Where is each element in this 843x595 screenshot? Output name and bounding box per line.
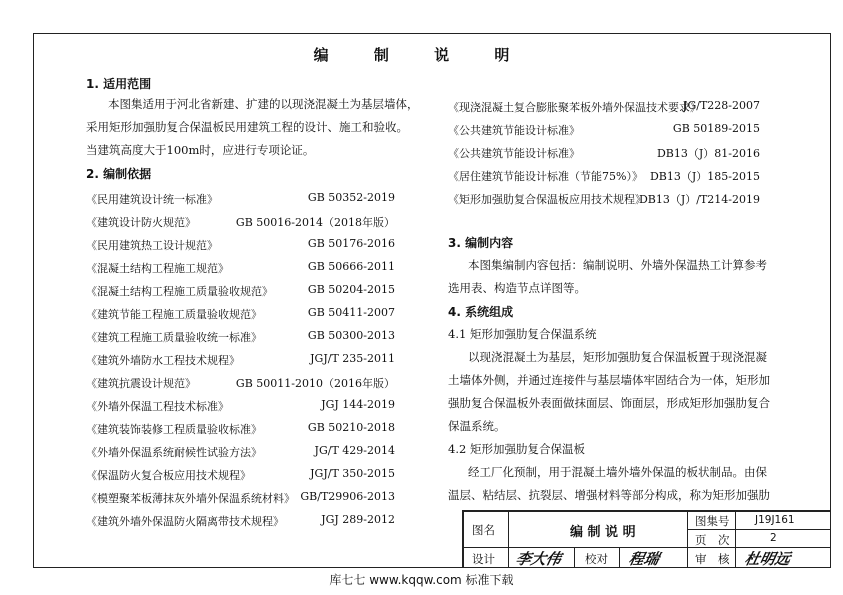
footer-watermark: 库七七 www.kqqw.com 标准下载 [329, 573, 514, 587]
label-design: 设计 [472, 552, 495, 566]
reference-name: 《建筑节能工程施工质量验收规范》 [86, 308, 262, 321]
reference-code: DB13（J）185-2015 [649, 170, 760, 183]
reference-name: 《外墙外保温系统耐候性试验方法》 [86, 446, 262, 459]
reference-code: GB/T29906-2013 [300, 490, 395, 503]
reference-name: 《建筑设计防火规范》 [86, 216, 196, 229]
reference-code: GB 50016-2014（2018年版） [235, 216, 395, 229]
s1-line-3: 当建筑高度大于100m时，应进行专项论证。 [86, 143, 315, 157]
s3-line-2: 选用表、构造节点详图等。 [448, 281, 586, 295]
s4-1-line-3: 强肋复合保温板外表面做抹面层、饰面层，形成矩形加强肋复合 [448, 396, 770, 410]
reference-code: JG/T 429-2014 [314, 444, 395, 457]
s1-line-1: 本图集适用于河北省新建、扩建的以现浇混凝土为基层墙体， [108, 97, 419, 111]
section-1-heading: 1. 适用范围 [86, 77, 152, 91]
title-block [462, 510, 831, 568]
reference-name: 《民用建筑设计统一标准》 [86, 193, 218, 206]
reference-code: JGJ 289-2012 [321, 513, 395, 526]
reference-code: GB 50352-2019 [307, 191, 395, 204]
reference-code: DB13（J）/T214-2019 [638, 193, 760, 206]
s4-1-line-1: 以现浇混凝土为基层，矩形加强肋复合保温板置于现浇混凝 [468, 350, 767, 364]
page-number: 2 [770, 532, 777, 544]
s4-2-heading: 4.2 矩形加强肋复合保温板 [448, 442, 585, 456]
reference-name: 《矩形加强肋复合保温板应用技术规程》 [448, 193, 646, 206]
section-2-heading: 2. 编制依据 [86, 167, 152, 181]
reference-code: GB 50666-2011 [307, 260, 395, 273]
s1-line-2: 采用矩形加强肋复合保温板民用建筑工程的设计、施工和验收。 [86, 120, 408, 134]
label-atlas-no: 图集号 [695, 514, 730, 528]
reference-name: 《模塑聚苯板薄抹灰外墙外保温系统材料》 [86, 492, 295, 505]
page-title: 编 制 说 明 [313, 46, 530, 64]
reference-name: 《现浇混凝土复合膨胀聚苯板外墙外保温技术要求》 [448, 101, 701, 114]
reference-code: GB 50300-2013 [307, 329, 395, 342]
reference-name: 《建筑抗震设计规范》 [86, 377, 196, 390]
s3-line-1: 本图集编制内容包括：编制说明、外墙外保温热工计算参考 [468, 258, 767, 272]
reference-name: 《建筑工程施工质量验收统一标准》 [86, 331, 262, 344]
reference-code: GB 50176-2016 [307, 237, 395, 250]
reference-name: 《民用建筑热工设计规范》 [86, 239, 218, 252]
label-review: 审 核 [695, 552, 730, 566]
reference-code: GB 50210-2018 [307, 421, 395, 434]
section-4-heading: 4. 系统组成 [448, 305, 514, 319]
s4-1-heading: 4.1 矩形加强肋复合保温系统 [448, 327, 597, 341]
signature-check: 程瑞 [626, 550, 661, 568]
reference-name: 《混凝土结构工程施工质量验收规范》 [86, 285, 273, 298]
reference-code: GB 50011-2010（2016年版） [235, 377, 395, 390]
drawing-name: 编 制 说 明 [570, 525, 636, 540]
signature-design: 李大伟 [513, 550, 563, 568]
reference-code: JGJ/T 350-2015 [310, 467, 395, 480]
atlas-no: J19J161 [755, 514, 795, 526]
reference-code: JGJ 144-2019 [321, 398, 395, 411]
reference-code: GB 50189-2015 [672, 122, 760, 135]
s4-2-line-1: 经工厂化预制，用于混凝土墙外墙外保温的板状制品。由保 [468, 465, 767, 479]
label-drawing-name: 图名 [472, 523, 495, 537]
s4-1-line-2: 土墙体外侧，并通过连接件与基层墙体牢固结合为一体，矩形加 [448, 373, 770, 387]
reference-name: 《混凝土结构工程施工规范》 [86, 262, 229, 275]
signature-review: 杜明远 [742, 550, 792, 568]
s4-2-line-2: 温层、粘结层、抗裂层、增强材料等部分构成，称为矩形加强肋 [448, 488, 770, 502]
reference-code: DB13（J）81-2016 [656, 147, 760, 160]
reference-name: 《建筑装饰装修工程质量验收标准》 [86, 423, 262, 436]
reference-name: 《保温防火复合板应用技术规程》 [86, 469, 251, 482]
s4-1-line-4: 保温系统。 [448, 419, 506, 433]
reference-name: 《建筑外墙防水工程技术规程》 [86, 354, 240, 367]
label-page: 页 次 [695, 533, 730, 547]
reference-name: 《外墙外保温工程技术标准》 [86, 400, 229, 413]
reference-name: 《公共建筑节能设计标准》 [448, 147, 580, 160]
reference-name: 《居住建筑节能设计标准（节能75%）》 [448, 170, 643, 183]
reference-name: 《公共建筑节能设计标准》 [448, 124, 580, 137]
section-3-heading: 3. 编制内容 [448, 236, 514, 250]
reference-code: JGJ/T 235-2011 [310, 352, 395, 365]
reference-code: JG/T228-2007 [683, 99, 760, 112]
reference-code: GB 50204-2015 [307, 283, 395, 296]
reference-code: GB 50411-2007 [307, 306, 395, 319]
label-check: 校对 [585, 552, 608, 566]
reference-name: 《建筑外墙外保温防火隔离带技术规程》 [86, 515, 284, 528]
